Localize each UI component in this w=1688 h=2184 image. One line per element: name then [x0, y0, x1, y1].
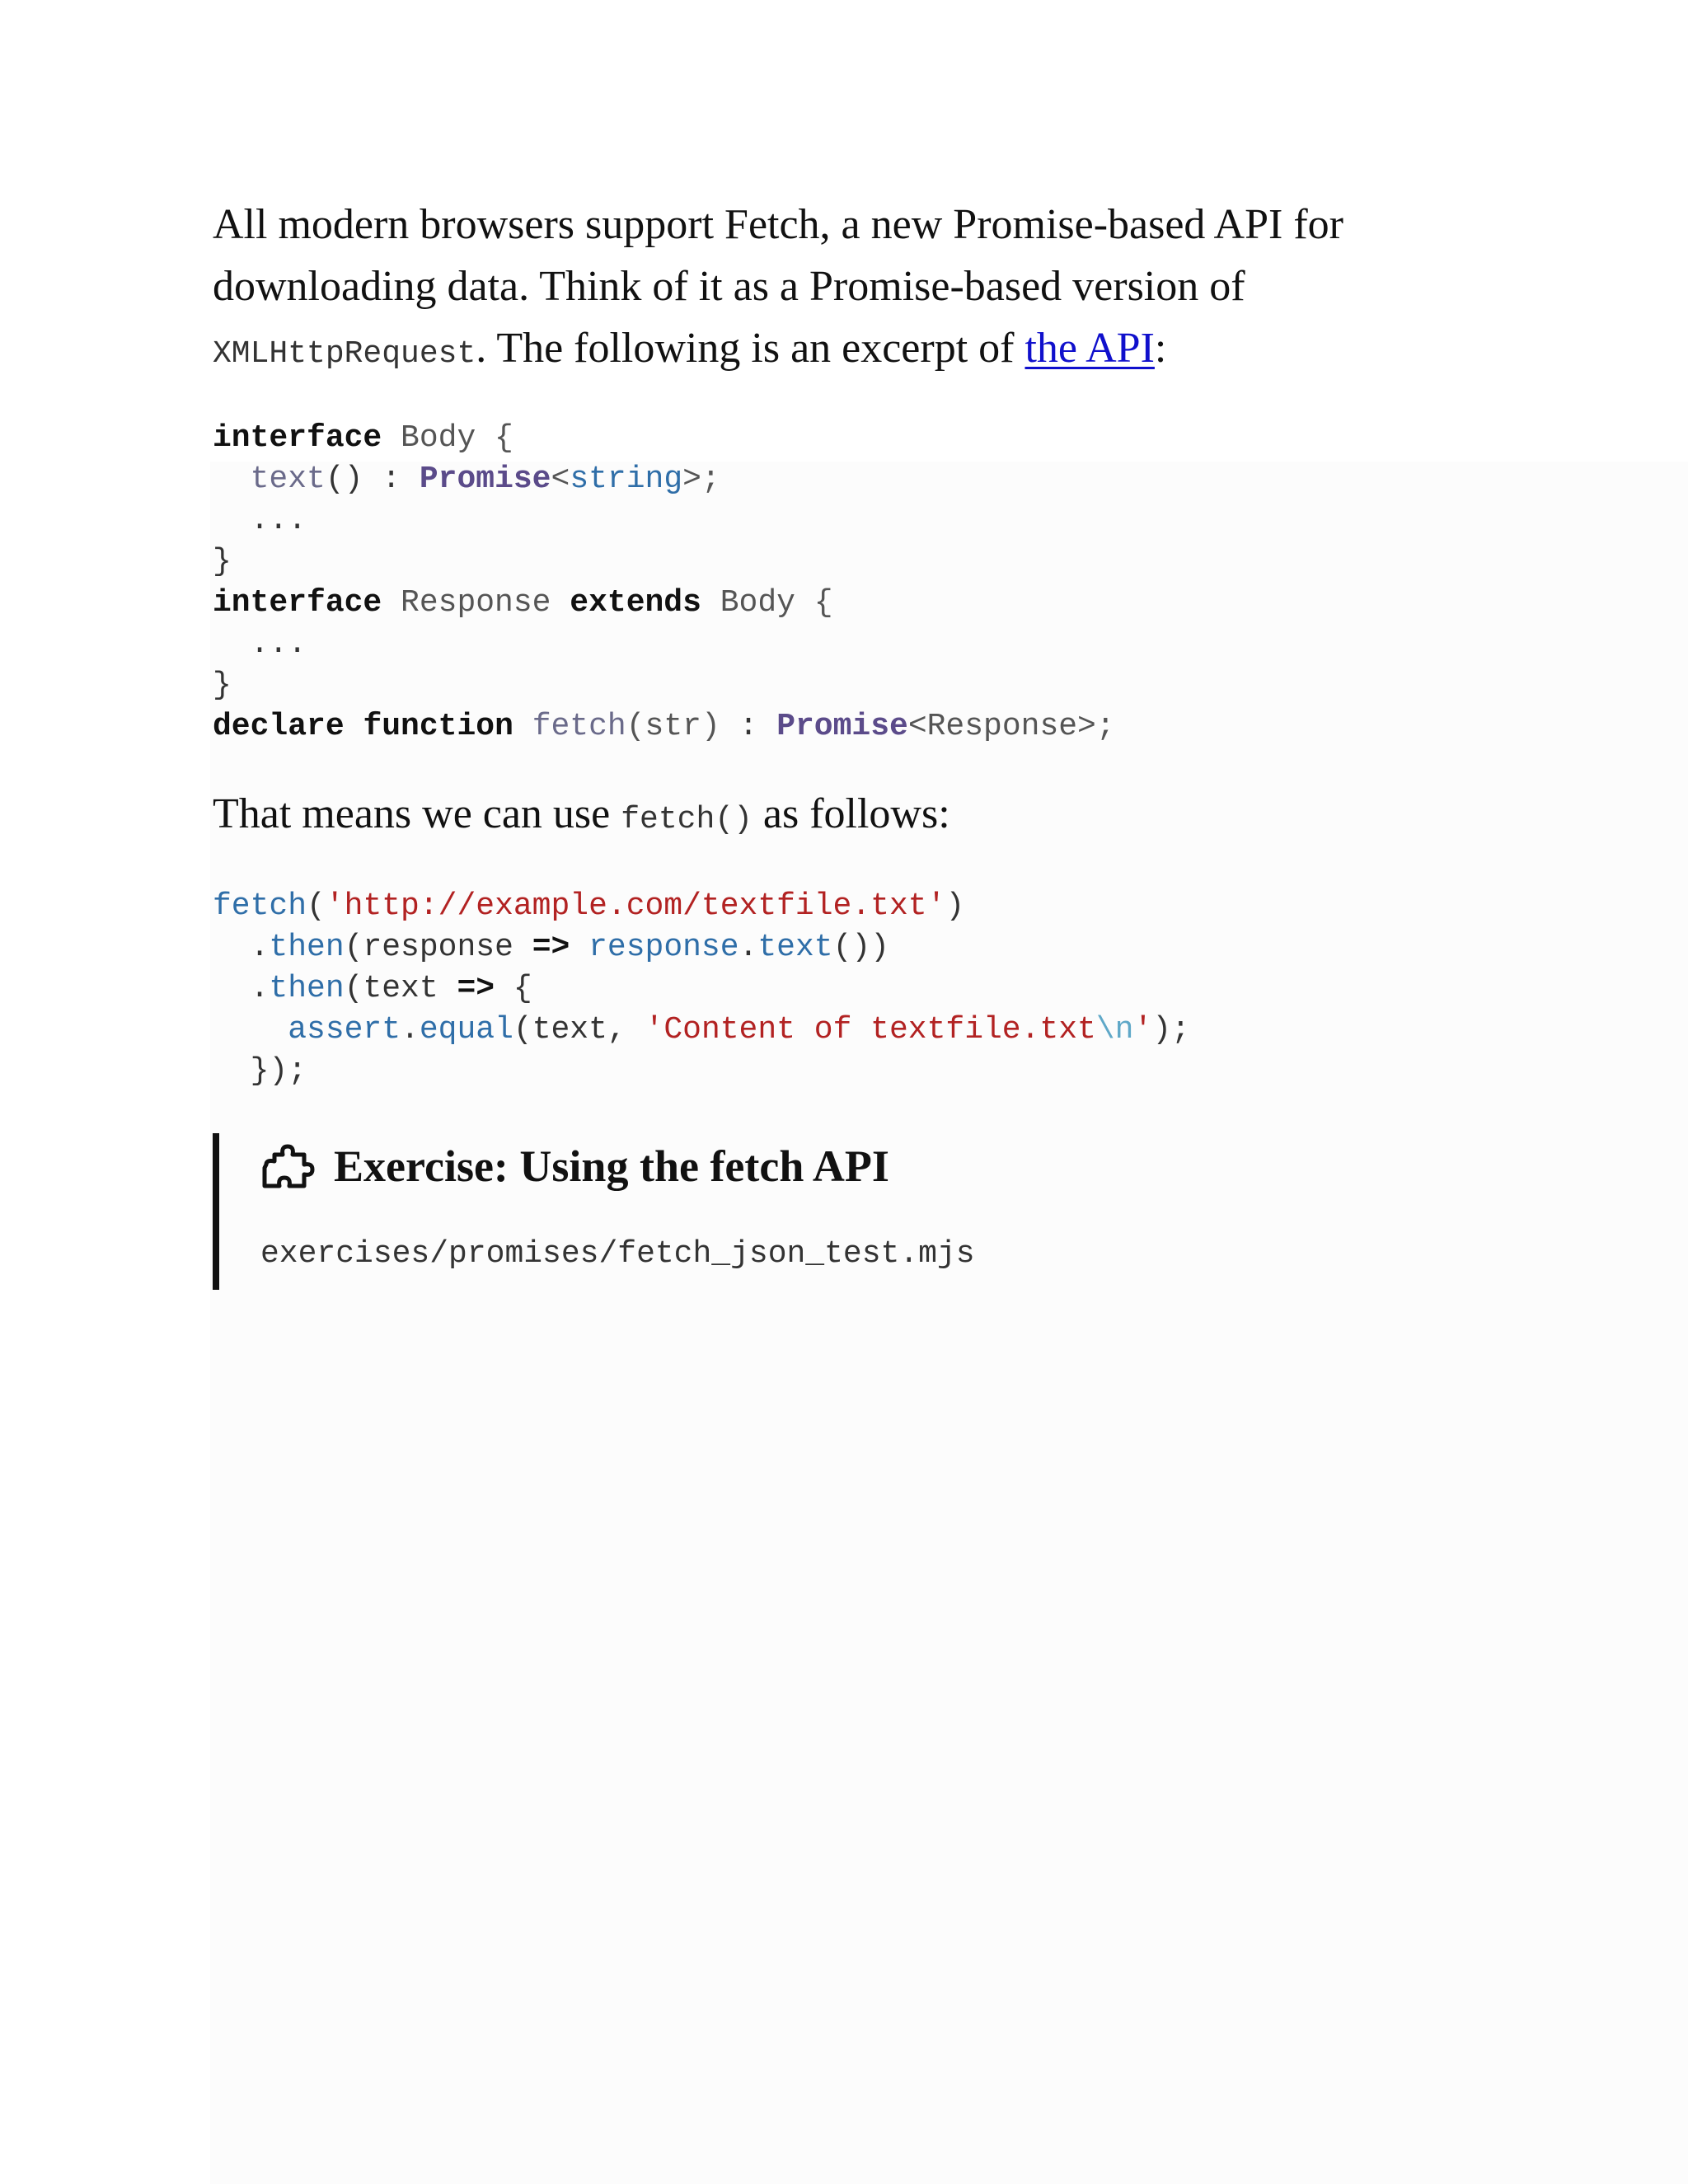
api-excerpt-code-block — [213, 418, 1498, 748]
arrow-operator: => — [532, 930, 570, 965]
code-text: ()) — [832, 930, 889, 965]
code-text: : — [363, 462, 420, 497]
intro-text-2: . The following is an excerpt of — [476, 325, 1025, 372]
callout-bar — [213, 1133, 219, 1290]
code-line — [213, 968, 1498, 1010]
usage-inline-code: fetch() — [621, 802, 753, 837]
intro-paragraph — [213, 194, 1498, 385]
code-line: } — [213, 668, 232, 703]
code-line: ... — [213, 626, 307, 662]
code-line — [213, 927, 1498, 968]
code-text: . — [213, 930, 270, 965]
method-name: then — [269, 930, 345, 965]
keyword: interface — [213, 585, 382, 621]
string-literal: ' — [1133, 1012, 1153, 1047]
puzzle-icon — [258, 1137, 317, 1196]
exercise-file-path: exercises/promises/fetch_json_test.mjs — [260, 1236, 975, 1272]
function-name: fetch — [532, 709, 626, 744]
code-text: < — [551, 462, 570, 497]
exercise-title: Exercise: Using the fetch API — [334, 1141, 889, 1191]
arrow-operator: => — [457, 971, 495, 1006]
code-text: (text — [344, 971, 457, 1006]
function-name: fetch — [213, 888, 307, 924]
intro-inline-code: XMLHttpRequest — [213, 336, 476, 372]
code-line — [213, 886, 1498, 927]
method-name: text — [250, 462, 326, 497]
code-text: Body { — [382, 420, 513, 456]
code-line — [213, 418, 1498, 459]
code-text: (str) — [626, 709, 720, 744]
code-text: . — [213, 971, 270, 1006]
code-line — [213, 706, 1498, 748]
code-text: >; — [682, 462, 720, 497]
code-text: (text, — [513, 1012, 645, 1047]
intro-text-3: : — [1154, 325, 1167, 372]
code-line: } — [213, 544, 232, 579]
code-text: (response — [344, 930, 532, 965]
identifier: assert — [288, 1012, 401, 1047]
keyword: function — [363, 709, 513, 744]
code-text: . — [401, 1012, 420, 1047]
code-line — [213, 1010, 1498, 1051]
code-line: ... — [213, 503, 307, 538]
escape-sequence: \n — [1095, 1012, 1134, 1047]
exercise-callout — [213, 1133, 1498, 1290]
code-text: ( — [307, 888, 326, 924]
code-text: Body { — [701, 585, 833, 621]
code-indent — [213, 1012, 288, 1047]
api-link[interactable]: the API — [1025, 325, 1155, 372]
code-text: : — [720, 709, 777, 744]
code-text: Response — [382, 585, 570, 621]
code-text: { — [495, 971, 532, 1006]
code-text: . — [738, 930, 758, 965]
code-text: () — [325, 462, 363, 497]
usage-text-2: as follows: — [752, 790, 950, 837]
exercise-heading — [258, 1133, 889, 1199]
identifier: response — [588, 930, 739, 965]
keyword: extends — [570, 585, 701, 621]
code-line — [213, 459, 1498, 500]
code-line: }); — [213, 1053, 307, 1089]
method-name: equal — [419, 1012, 513, 1047]
usage-text-1: That means we can use — [213, 790, 621, 837]
generic-type: string — [570, 462, 683, 497]
intro-text-1: All modern browsers support Fetch, a new Promise-based API for downloading data. Think of it as a Promise-based version of — [213, 201, 1343, 310]
code-text: ) — [945, 888, 965, 924]
code-indent — [213, 462, 251, 497]
method-name: then — [269, 971, 345, 1006]
code-line — [213, 583, 1498, 624]
string-literal: 'Content of textfile.txt — [645, 1012, 1096, 1047]
type-name: Promise — [419, 462, 551, 497]
code-text: <Response>; — [907, 709, 1115, 744]
fetch-example-code-block — [213, 886, 1498, 1092]
usage-paragraph — [213, 783, 1498, 851]
document-content — [213, 194, 1498, 1290]
keyword: interface — [213, 420, 382, 456]
code-text: ); — [1152, 1012, 1190, 1047]
code-text — [570, 930, 588, 965]
method-name: text — [757, 930, 833, 965]
keyword: declare — [213, 709, 345, 744]
string-literal: 'http://example.com/textfile.txt' — [325, 888, 946, 924]
type-name: Promise — [776, 709, 908, 744]
